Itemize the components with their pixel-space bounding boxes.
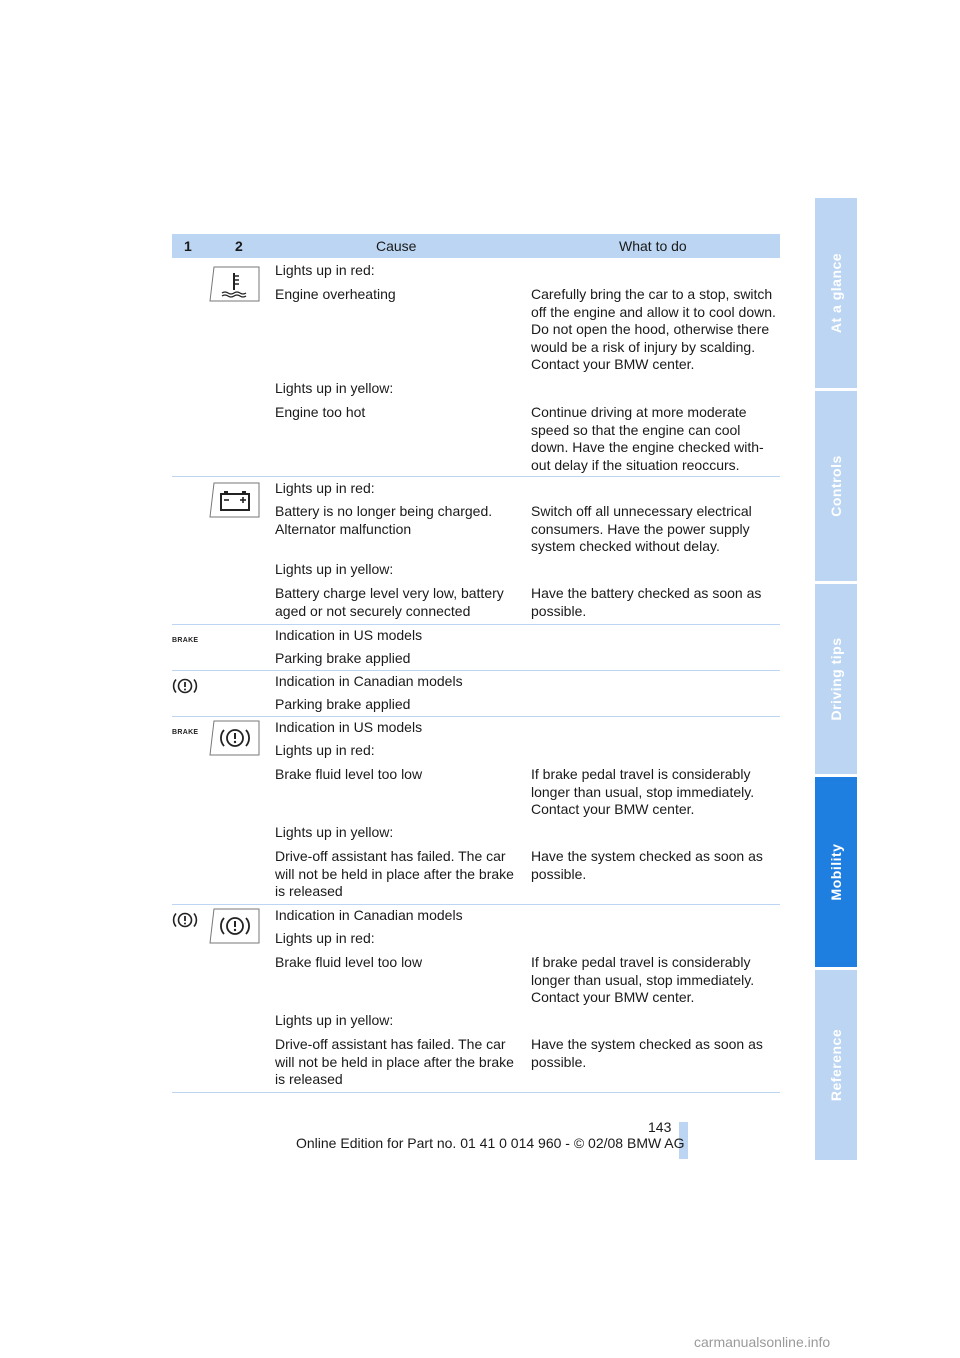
section-tabs <box>815 198 857 1163</box>
cause-text: Lights up in yellow: <box>275 380 394 396</box>
cause-text: Battery charge level very low, battery aged or not securely connected <box>275 585 504 619</box>
cause-text: Parking brake applied <box>275 650 411 666</box>
cause-text: Parking brake applied <box>275 696 411 712</box>
header-col1: 1 <box>184 238 192 254</box>
parking-brake-icon <box>172 911 198 934</box>
what-to-do-text: If brake pedal travel is considerably longer than usual, stop immediately. Contact your BMW center. <box>531 954 755 1006</box>
what-to-do-text: Continue driving at more moderate speed so that the engine can cool down. Have the engine checked with-out delay if the situation reoccurs. <box>531 404 764 473</box>
tab-label: At a glance <box>828 252 844 334</box>
cause-text: Lights up in red: <box>275 930 375 946</box>
table-row <box>172 258 780 477</box>
cause-text: Lights up in yellow: <box>275 1012 394 1028</box>
what-to-do-text: Have the system checked as soon as possible. <box>531 1036 763 1070</box>
tab-driving-tips[interactable] <box>815 584 857 774</box>
cause-text: Lights up in yellow: <box>275 561 394 577</box>
cause-text: Brake fluid level too low <box>275 954 423 970</box>
table-row <box>172 671 780 717</box>
table-row <box>172 717 780 905</box>
header-cause: Cause <box>376 238 417 254</box>
cause-text: Indication in Canadian models <box>275 673 463 689</box>
page-number: 143 <box>648 1119 672 1135</box>
cause-text: Battery is no longer being charged. Alternator malfunction <box>275 503 493 537</box>
what-to-do-text: Have the battery checked as soon as possible. <box>531 585 762 619</box>
table-header <box>172 234 780 258</box>
indicator-table <box>172 234 780 1093</box>
cause-text: Indication in US models <box>275 719 423 735</box>
cause-text: Indication in Canadian models <box>275 907 463 923</box>
cause-text: Lights up in red: <box>275 742 375 758</box>
tab-label: Driving tips <box>828 637 844 721</box>
what-to-do-text: Have the system checked as soon as possible. <box>531 848 763 882</box>
tab-at-a-glance[interactable] <box>815 198 857 388</box>
tab-controls[interactable] <box>815 391 857 581</box>
watermark: carmanualsonline.info <box>694 1334 831 1350</box>
cause-text: Lights up in yellow: <box>275 824 394 840</box>
brake-text-icon: BRAKE <box>172 637 199 644</box>
cause-text: Lights up in red: <box>275 262 375 278</box>
cause-text: Lights up in red: <box>275 480 375 496</box>
tab-reference[interactable] <box>815 970 857 1160</box>
cause-text: Engine too hot <box>275 404 366 420</box>
tab-label: Controls <box>828 455 844 517</box>
cause-text: Brake fluid level too low <box>275 766 423 782</box>
what-to-do-text: Switch off all unnecessary electrical consumers. Have the power supply system checked without delay. <box>531 503 752 555</box>
brake-warning-icon <box>209 908 260 944</box>
header-what-to-do: What to do <box>619 238 687 254</box>
edition-footer: Online Edition for Part no. 01 41 0 014 960 - © 02/08 BMW AG <box>296 1135 685 1151</box>
table-row <box>172 905 780 1093</box>
cause-text: Indication in US models <box>275 627 423 643</box>
brake-warning-icon <box>209 720 260 756</box>
cause-text: Engine overheating <box>275 286 396 302</box>
table-row <box>172 625 780 671</box>
parking-brake-icon <box>172 677 198 700</box>
cause-text: Drive-off assistant has failed. The car will not be held in place after the brake is released <box>275 848 514 900</box>
tab-label: Mobility <box>828 843 844 901</box>
what-to-do-text: Carefully bring the car to a stop, switch off the engine and allow it to cool down. Do not open the hood, otherwise there would be a risk of injury by scalding. Contact your BMW center. <box>531 286 776 373</box>
table-row <box>172 477 780 625</box>
cause-text: Drive-off assistant has failed. The car will not be held in place after the brake is released <box>275 1036 514 1088</box>
tab-label: Reference <box>828 1028 844 1102</box>
brake-text-icon: BRAKE <box>172 729 199 736</box>
coolant-temperature-icon <box>209 266 260 302</box>
header-col2: 2 <box>235 238 243 254</box>
what-to-do-text: If brake pedal travel is considerably longer than usual, stop immediately. Contact your BMW center. <box>531 766 755 818</box>
tab-mobility[interactable] <box>815 777 857 967</box>
battery-icon <box>209 482 260 518</box>
